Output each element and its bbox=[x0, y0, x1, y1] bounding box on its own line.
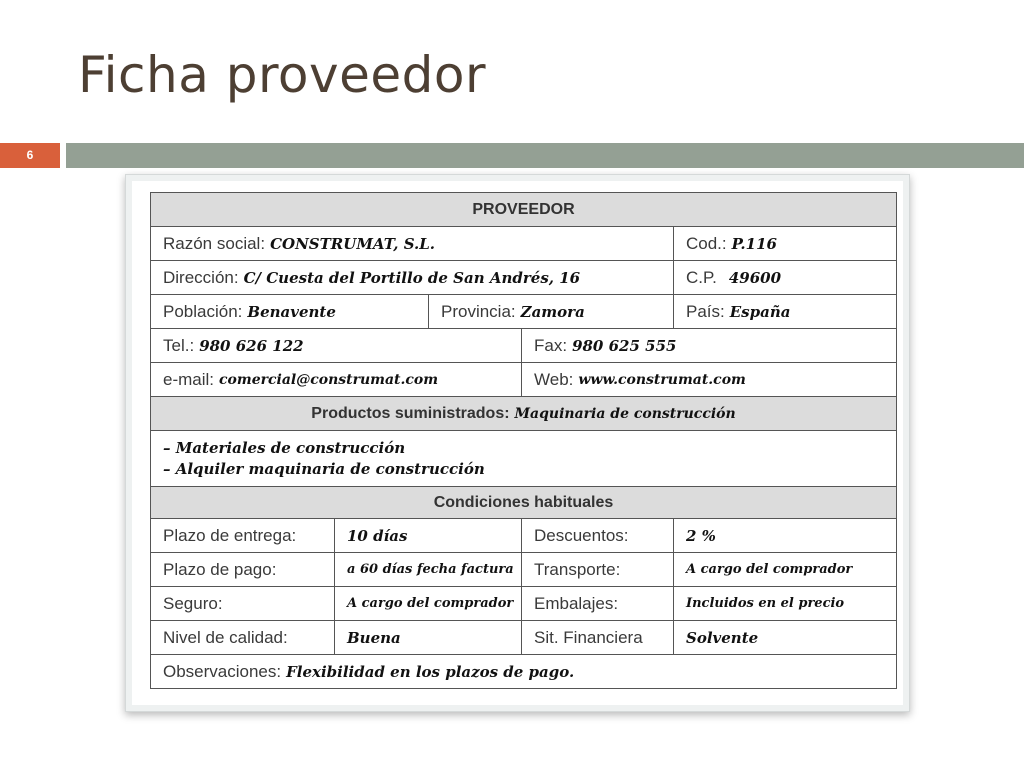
email-value: comercial@construmat.com bbox=[219, 371, 439, 388]
provincia-value: Zamora bbox=[520, 302, 585, 321]
transporte-value-cell bbox=[674, 553, 896, 587]
nivel-calidad-value: Buena bbox=[347, 628, 401, 647]
web-value: www.construmat.com bbox=[578, 371, 746, 388]
list-item: – Materiales de construcción bbox=[163, 438, 406, 457]
productos-header bbox=[151, 397, 896, 431]
descuentos-value: 2 % bbox=[686, 526, 716, 545]
email-label: e-mail: bbox=[163, 369, 215, 389]
cp-cell bbox=[674, 261, 896, 295]
plazo-pago-value-cell bbox=[335, 553, 522, 587]
embalajes-value-cell bbox=[674, 587, 896, 621]
observaciones-value: Flexibilidad en los plazos de pago. bbox=[286, 663, 575, 681]
observaciones-label: Observaciones: bbox=[163, 662, 282, 681]
observaciones-cell bbox=[151, 655, 896, 689]
seguro-label: Seguro: bbox=[151, 587, 335, 621]
provincia-label: Provincia: bbox=[441, 301, 516, 321]
pais-value: España bbox=[729, 302, 791, 321]
nivel-calidad-value-cell bbox=[335, 621, 522, 655]
productos-label: Productos suministrados: bbox=[311, 404, 510, 422]
transporte-value: A cargo del comprador bbox=[686, 562, 853, 577]
tel-label: Tel.: bbox=[163, 335, 195, 355]
nivel-calidad-label: Nivel de calidad: bbox=[151, 621, 335, 655]
tel-value: 980 626 122 bbox=[199, 336, 304, 355]
embalajes-value: Incluidos en el precio bbox=[686, 596, 845, 611]
direccion-cell bbox=[151, 261, 674, 295]
plazo-entrega-label: Plazo de entrega: bbox=[151, 519, 335, 553]
web-label: Web: bbox=[534, 369, 574, 389]
cod-label: Cod.: bbox=[686, 233, 727, 253]
fax-label: Fax: bbox=[534, 335, 568, 355]
cod-cell bbox=[674, 227, 896, 261]
sit-financiera-value: Solvente bbox=[686, 628, 759, 647]
descuentos-label: Descuentos: bbox=[522, 519, 674, 553]
provincia-cell bbox=[429, 295, 674, 329]
plazo-entrega-value: 10 días bbox=[347, 526, 408, 545]
direccion-value: C/ Cuesta del Portillo de San Andrés, 16 bbox=[243, 268, 581, 287]
poblacion-label: Población: bbox=[163, 301, 243, 321]
proveedor-header: PROVEEDOR bbox=[151, 193, 896, 227]
embalajes-label: Embalajes: bbox=[522, 587, 674, 621]
poblacion-cell bbox=[151, 295, 429, 329]
productos-value: Maquinaria de construcción bbox=[514, 405, 736, 422]
plazo-entrega-value-cell bbox=[335, 519, 522, 553]
transporte-label: Transporte: bbox=[522, 553, 674, 587]
pais-label: País: bbox=[686, 301, 725, 321]
direccion-label: Dirección: bbox=[163, 267, 239, 287]
tel-cell bbox=[151, 329, 522, 363]
razon-social-label: Razón social: bbox=[163, 233, 266, 253]
slide-number: 6 bbox=[0, 143, 60, 168]
sit-financiera-label: Sit. Financiera bbox=[522, 621, 674, 655]
plazo-pago-value: a 60 días fecha factura bbox=[347, 562, 514, 577]
plazo-pago-label: Plazo de pago: bbox=[151, 553, 335, 587]
cod-value: P.116 bbox=[731, 234, 777, 253]
list-item: – Alquiler maquinaria de construcción bbox=[163, 459, 485, 478]
razon-social-value: CONSTRUMAT, S.L. bbox=[270, 234, 435, 253]
supplier-form-table bbox=[150, 192, 897, 689]
email-cell bbox=[151, 363, 522, 397]
condiciones-header: Condiciones habituales bbox=[151, 487, 896, 519]
cp-value: 49600 bbox=[728, 268, 782, 287]
pais-cell bbox=[674, 295, 896, 329]
sit-financiera-value-cell bbox=[674, 621, 896, 655]
cp-label: C.P. bbox=[686, 267, 717, 287]
seguro-value-cell bbox=[335, 587, 522, 621]
descuentos-value-cell bbox=[674, 519, 896, 553]
productos-list bbox=[151, 431, 896, 487]
seguro-value: A cargo del comprador bbox=[347, 596, 514, 611]
fax-value: 980 625 555 bbox=[572, 336, 677, 355]
razon-social-cell bbox=[151, 227, 674, 261]
slide-title: Ficha proveedor bbox=[78, 46, 487, 104]
web-cell bbox=[522, 363, 896, 397]
title-rule bbox=[66, 143, 1024, 168]
fax-cell bbox=[522, 329, 896, 363]
poblacion-value: Benavente bbox=[247, 302, 336, 321]
